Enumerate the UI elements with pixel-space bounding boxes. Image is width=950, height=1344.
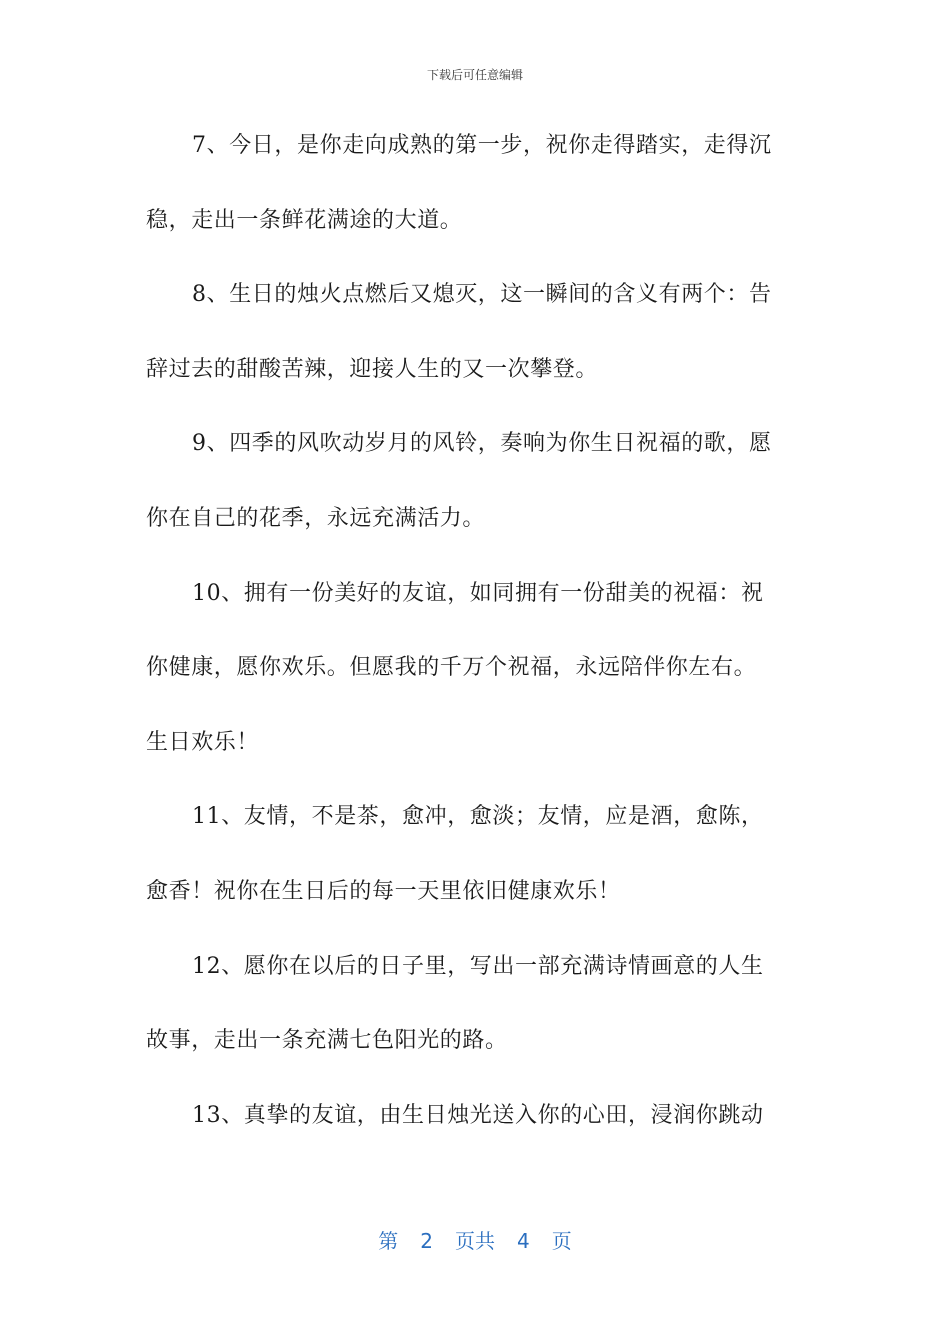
- paragraph-line: 辞过去的甜酸苦辣，迎接人生的又一次攀登。: [146, 356, 599, 382]
- paragraph-line: 12、愿你在以后的日子里，写出一部充满诗情画意的人生: [192, 953, 764, 979]
- page-suffix: 页: [551, 1229, 572, 1253]
- page-prefix: 第: [378, 1229, 399, 1253]
- paragraph-line: 稳，走出一条鲜花满途的大道。: [146, 207, 463, 233]
- paragraph-line: 10、拥有一份美好的友谊，如同拥有一份甜美的祝福：祝: [192, 580, 764, 606]
- paragraph-line: 愈香！祝你在生日后的每一天里依旧健康欢乐！: [146, 878, 621, 904]
- paragraph-line: 你在自己的花季，永远充满活力。: [146, 505, 486, 531]
- paragraph-line: 8、生日的烛火点燃后又熄灭，这一瞬间的含义有两个：告: [192, 282, 772, 308]
- paragraph-line: 11、友情，不是茶，愈冲，愈淡；友情，应是酒，愈陈，: [192, 804, 764, 830]
- paragraph-line: 故事，走出一条充满七色阳光的路。: [146, 1028, 508, 1054]
- paragraph-line: 你健康，愿你欢乐。但愿我的千万个祝福，永远陪伴你左右。: [146, 655, 757, 681]
- page-mid: 页共: [455, 1229, 495, 1253]
- total-pages: 4: [517, 1229, 530, 1253]
- page-number: 2: [420, 1229, 433, 1253]
- document-body: [146, 122, 806, 1166]
- paragraph-line: 13、真挚的友谊，由生日烛光送入你的心田，浸润你跳动: [192, 1102, 764, 1128]
- paragraph-line: 7、今日，是你走向成熟的第一步，祝你走得踏实，走得沉: [192, 133, 772, 158]
- header-note: 下载后可任意编辑: [426, 68, 523, 82]
- paragraph-line: 9、四季的风吹动岁月的风铃，奏响为你生日祝福的歌，愿: [192, 431, 772, 457]
- paragraph-line: 生日欢乐！: [146, 729, 260, 755]
- page-footer: [0, 1225, 950, 1254]
